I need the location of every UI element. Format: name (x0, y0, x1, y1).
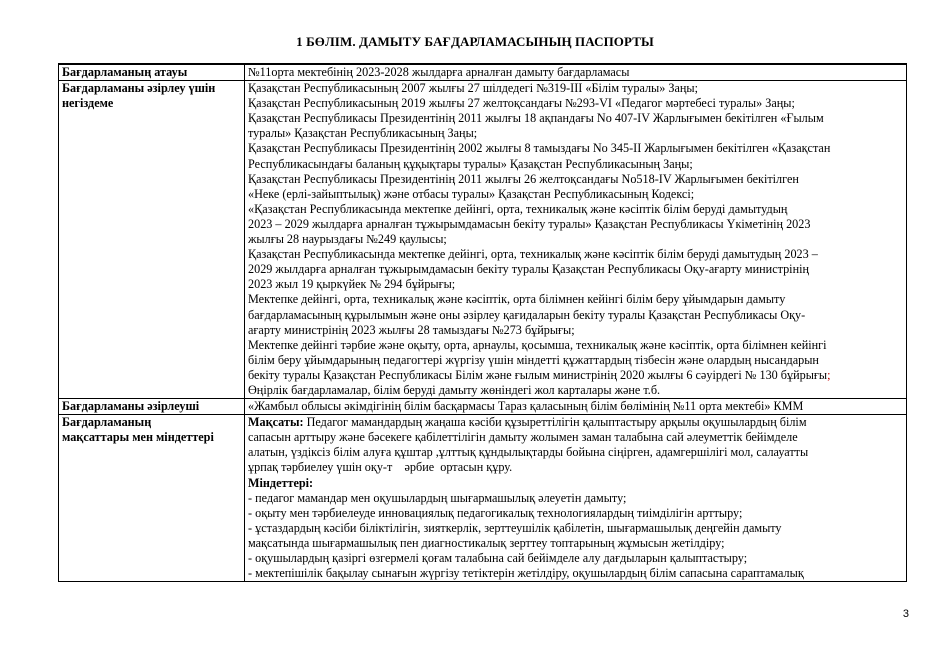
row-label-line: Бағдарламаны әзірлеуші (62, 399, 200, 414)
content-line: Қазақстан Республикасының 2007 жылғы 27 шілдедегі №319-III «Білім туралы» Заңы; (248, 81, 698, 96)
row-content (245, 399, 907, 415)
tasks-label: Міндеттері: (248, 475, 314, 490)
content-line: Қазақстан Республикасы Президентінің 2011 жылғы 18 ақпандағы No 407-IV Жарлығымен бекітілген «Ғылым (248, 111, 824, 126)
goal-line: сапасын арттыру және бәсекеге қабілеттілігін дамыту жолымен заман талабына сай әлеуметтік бейімделе (248, 430, 798, 445)
row-label-line: негіздеме (62, 96, 114, 111)
row-label (59, 64, 245, 81)
table-row-developer (59, 399, 907, 415)
task-line: - оқыту мен тәрбиелеуде инновациялық педагогикалық технологиялардың тиімділігін арттыру; (248, 505, 743, 520)
row-label-line: Бағдарламаның атауы (62, 65, 188, 79)
table-row-goals-tasks (59, 415, 907, 582)
content-line: 2023 жыл 19 қыркүйек № 294 бұйрығы; (248, 277, 456, 292)
goal-line: ұрпақ тәрбиелеу үшін оқу-т әрбие ортасын құру. (248, 460, 513, 475)
content-line: «Жамбыл облысы әкімдігінің білім басқармасы Тараз қаласының білім бөлімінің №11 орта мектебі» КММ (248, 399, 804, 414)
content-line: Қазақстан Республикасы Президентінің 2011 жылғы 26 желтоқсандағы No518-IV Жарлығымен бекітілген (248, 171, 799, 186)
row-content (245, 81, 907, 399)
content-line: Мектепке дейінгі тәрбие және оқыту, орта, арнаулы, қосымша, техникалық және кәсіптік, орта білімнен кейінгі (248, 337, 827, 352)
row-label (59, 415, 245, 582)
passport-table (58, 63, 907, 582)
content-line: Мектепке дейінгі, орта, техникалық және кәсіптік, орта білімнен кейінгі білім беру ұйымдарын дамыту (248, 292, 786, 307)
content-line: туралы» Қазақстан Республикасының Заңы; (248, 126, 478, 141)
content-line: «Неке (ерлі-зайыптылық) және отбасы туралы» Қазақстан Республикасының Кодексі; (248, 186, 695, 201)
row-content (245, 415, 907, 582)
content-text: бекіту туралы Қазақстан Республикасы Білім және ғылым министрінің 2020 жылғы 6 сәуірдегі № 130 бұйрығы (248, 367, 828, 382)
row-label (59, 81, 245, 399)
content-line: Қазақстан Республикасында мектепке дейінгі, орта, техникалық және кәсіптік білім беруді дамытудың 2023 – (248, 247, 818, 262)
task-line: - мектепішілік бақылау сынағын жүргізу тетіктерін жетілдіру, оқушылардың білім сапасына сараптамалық (248, 566, 804, 581)
page-title: 1 БӨЛІМ. ДАМЫТУ БАҒДАРЛАМАСЫНЫҢ ПАСПОРТЫ (296, 34, 654, 49)
row-label-line: Бағдарламаның (62, 415, 152, 430)
goal-text: Педагог мамандардың жаңаша кәсіби құзыреттілігін қалыптастыру арқылы оқушылардың білім (303, 415, 807, 430)
content-line: бағдарламасының құрылымын және оны әзірлеу қағидаларын бекіту туралы Қазақстан Республикасы Оқу- (248, 307, 806, 322)
content-line: Өңірлік бағдарламалар, білім беруді дамыту жөніндегі жол карталары және т.б. (248, 382, 661, 397)
content-line: «Қазақстан Республикасында мектепке дейінгі, орта, техникалық және кәсіптік білім беруді дамытудың (248, 201, 788, 216)
row-label-line: Бағдарламаны әзірлеу үшін (62, 81, 216, 96)
content-line: №11орта мектебінің 2023-2028 жылдарға арналған дамыту бағдарламасы (248, 65, 630, 79)
goal-line: алатын, үздіксіз білім алуға құштар ,ұлттық құндылықтарды бойына сіңірген, адамгершілігі мол, салауатты (248, 445, 809, 460)
table-row-legal-basis (59, 81, 907, 399)
content-line-with-mark (248, 368, 903, 383)
goal-label: Мақсаты: (248, 415, 304, 430)
row-content (245, 64, 907, 81)
content-line: Қазақстан Республикасы Президентінің 2002 жылғы 8 тамыздағы No 345-II Жарлығымен бекітілген «Қазақстан (248, 141, 831, 156)
content-line: 2029 жылдарға арналған тұжырымдамасын бекіту туралы Қазақстан Республикасы Оқу-ағарту министрінің (248, 262, 809, 277)
goal-line (248, 415, 903, 430)
task-line: - ұстаздардың кәсіби біліктілігін, зияткерлік, зерттеушілік қабілетін, шығармашылық деңгейін дамыту (248, 520, 782, 535)
content-line: 2023 – 2029 жылдарға арналған тұжырымдамасын бекіту туралы» Қазақстан Республикасы Үкіметінің 2023 (248, 216, 811, 231)
row-label-line: мақсаттары мен міндеттері (62, 430, 214, 445)
trailing-mark: ; (827, 367, 831, 382)
task-line: - педагог мамандар мен оқушылардың шығармашылық әлеуетін дамыту; (248, 490, 627, 505)
content-line: жылғы 28 наурыздағы №249 қаулысы; (248, 232, 447, 247)
task-line: мақсатында шығармашылық пен диагностикалық зерттеу топтарының жұмысын жетілдіру; (248, 535, 725, 550)
content-line: Қазақстан Республикасының 2019 жылғы 27 желтоқсандағы №293-VI «Педагог мәртебесі туралы» Заңы; (248, 96, 795, 111)
content-line: ағарту министрінің 2023 жылғы 28 тамыздағы №273 бұйрығы; (248, 322, 575, 337)
row-label (59, 399, 245, 415)
task-line: - оқушылардың қазіргі өзгермелі қоғам талабына сай бейімделе алу дағдыларын қалыптастыру; (248, 551, 748, 565)
content-line: Республикасындағы баланың құқықтары туралы» Қазақстан Республикасының Заңы; (248, 156, 693, 171)
table-row-program-name (59, 64, 907, 81)
page-number: 3 (902, 608, 909, 620)
content-line: білім беру ұйымдарының педагогтері жүргізу үшін міндетті құжаттардың тізбесін және олардың нысандарын (248, 352, 819, 367)
